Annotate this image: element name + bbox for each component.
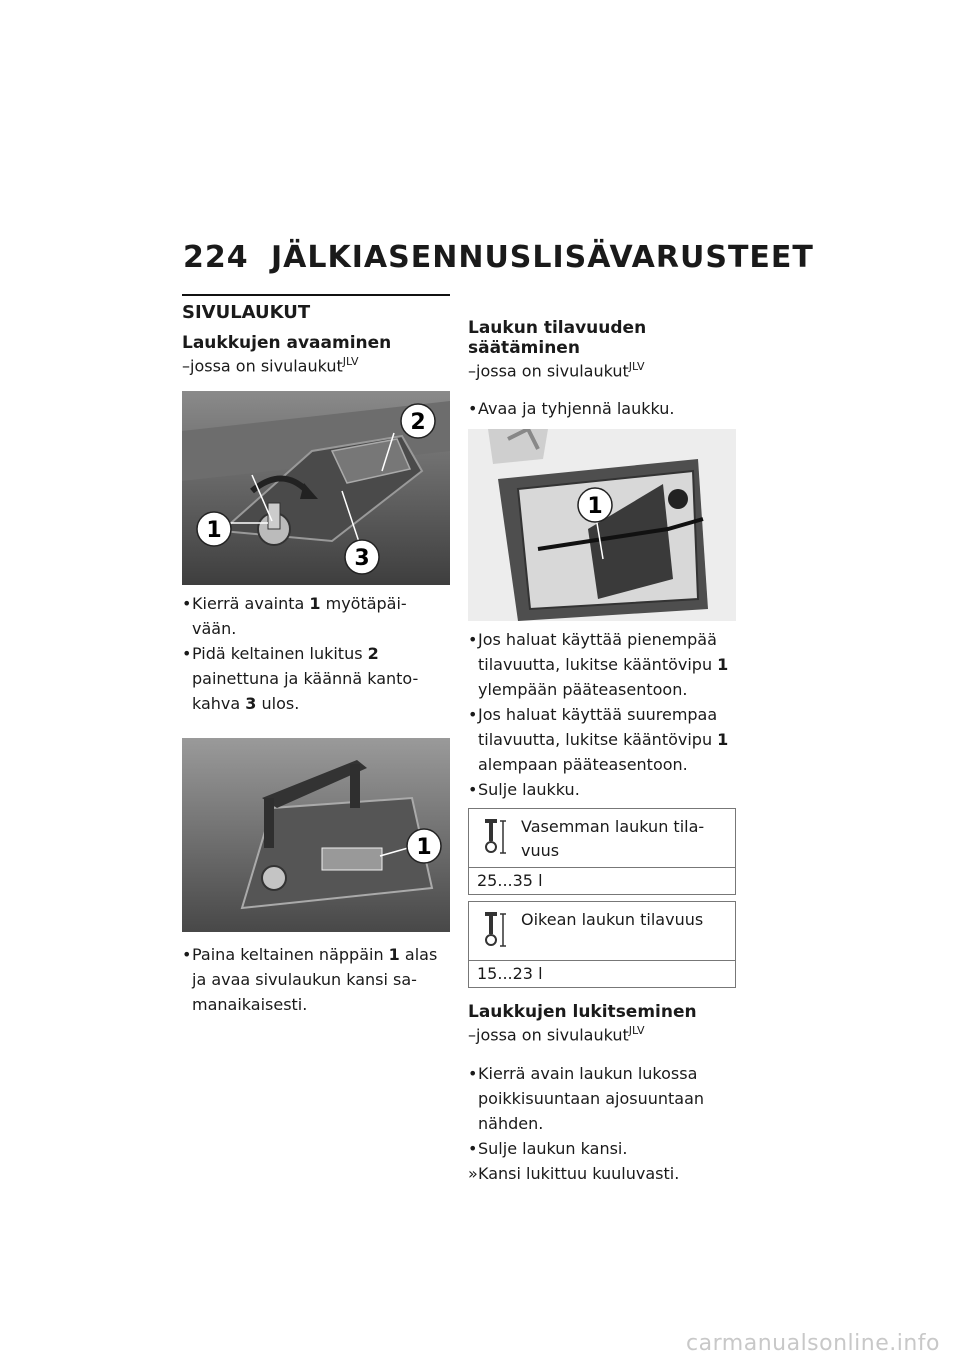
locking-steps — [468, 1061, 736, 1186]
spec-label: Vasemman laukun tila-vuus — [521, 817, 705, 861]
callout-2: 2 — [410, 410, 426, 436]
opening-steps — [182, 591, 450, 716]
section-title: SIVULAUKUT — [182, 302, 311, 323]
photo-case-interior — [468, 429, 736, 621]
subsection-title-locking: Laukkujen lukitseminen — [468, 1002, 697, 1023]
step-item: • Avaa ja tyhjennä laukku. — [468, 399, 675, 419]
volume-gauge-icon — [481, 910, 509, 950]
step-item: • Sulje laukku. — [468, 780, 580, 800]
step-item: • Jos haluat käyttää suurempaa tilavuutta, lukitse kääntövipu 1 alempaan pääteasentoon. — [468, 705, 729, 775]
step-item: • Kierrä avain laukun lukossa poikkisuuntaan ajosuuntaan nähden. — [468, 1063, 705, 1133]
spec-value: 25...35 l — [477, 871, 543, 891]
callout-3: 3 — [354, 546, 370, 572]
subsection-title-volume: Laukun tilavuuden säätäminen — [468, 318, 647, 358]
volume-step-0 — [468, 396, 736, 421]
watermark: carmanualsonline.info — [686, 1331, 940, 1356]
step-result: » Kansi lukittuu kuuluvasti. — [468, 1163, 680, 1183]
volume-gauge-icon — [481, 817, 509, 857]
callout-1: 1 — [206, 518, 222, 544]
spec-label: Oikean laukun tilavuus — [521, 910, 704, 930]
step-item: • Kierrä avainta 1 myötäpäi-vään. — [182, 594, 407, 639]
step-item: • Paina keltainen näppäin 1 alas ja avaa sivulaukun kansi sa-manaikaisesti. — [182, 945, 438, 1015]
equipment-note: –jossa on sivulaukut$^{JLV}$ — [468, 1024, 645, 1045]
callout-1: 1 — [416, 835, 432, 861]
equipment-note: –jossa on sivulaukut$^{JLV}$ — [468, 360, 645, 381]
equipment-note: –jossa on sivulaukut$^{JLV}$ — [182, 355, 359, 376]
right-column — [468, 294, 736, 1186]
spec-value: 15...23 l — [477, 964, 543, 984]
step-item: • Jos haluat käyttää pienempää tilavuutta, lukitse kääntövipu 1 ylempään pääteasentoon. — [468, 630, 729, 700]
step-item: • Sulje laukun kansi. — [468, 1138, 628, 1158]
callout-1: 1 — [587, 494, 603, 520]
page-number: 224 — [183, 240, 249, 275]
left-column — [182, 294, 450, 1017]
photo-yellow-button — [182, 738, 450, 932]
section-rule — [182, 294, 450, 296]
page-header — [183, 240, 814, 275]
spec-table-left-case — [468, 808, 736, 895]
chapter-title: JÄLKIASENNUSLISÄVARUSTEET — [271, 240, 814, 275]
step-item: • Pidä keltainen lukitus 2 painettuna ja käännä kanto-kahva 3 ulos. — [182, 644, 419, 714]
photo-key-lock — [182, 391, 450, 585]
opening-steps-2 — [182, 942, 450, 1017]
spec-table-right-case — [468, 901, 736, 988]
subsection-title-opening: Laukkujen avaaminen — [182, 333, 392, 353]
volume-steps — [468, 627, 736, 802]
